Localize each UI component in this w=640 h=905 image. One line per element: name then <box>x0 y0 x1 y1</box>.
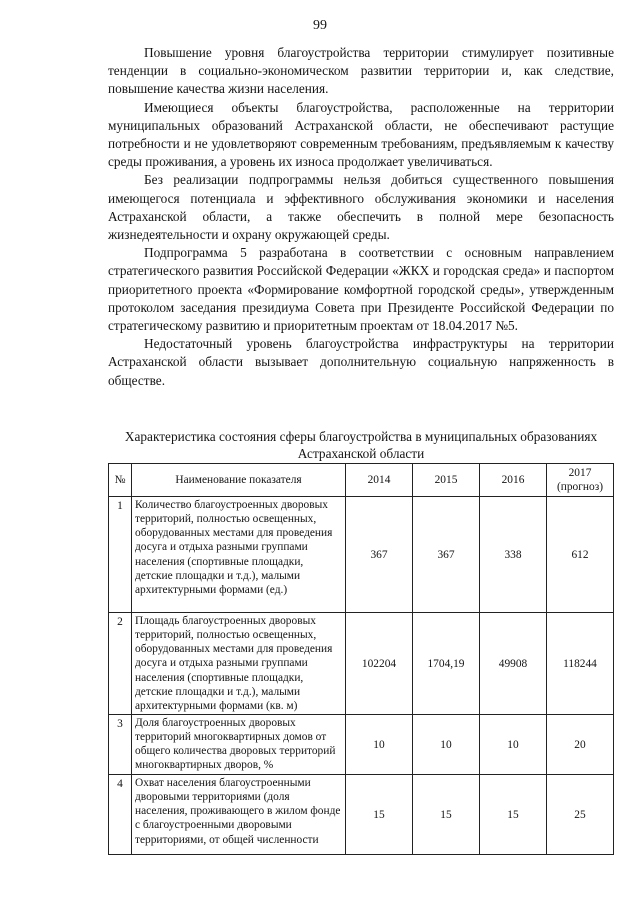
table-row <box>109 775 614 855</box>
header-2016: 2016 <box>480 464 547 497</box>
value-2017: 118244 <box>547 613 614 715</box>
indicator-name: Доля благоустроенных дворовых территорий многоквартирных домов от общего количества дворовых территорий многоквартирных дворов, % <box>132 715 346 775</box>
table-row <box>109 497 614 613</box>
value-2015: 15 <box>413 775 480 855</box>
paragraph: Недостаточный уровень благоустройства инфраструктуры на территории Астраханской области вызывает дополнительную социальную напряженность в обществе. <box>108 336 614 388</box>
indicator-name: Количество благоустроенных дворовых территорий, полностью освещенных, оборудованных местами для проведения досуга и отдыха разными группами населения (спортивные площадки, детские площадки и т.д.), малыми архитектурными формами (ед.) <box>132 497 346 613</box>
value-2016: 338 <box>480 497 547 613</box>
value-2017: 612 <box>547 497 614 613</box>
body-text <box>108 44 614 390</box>
page-number: 99 <box>313 18 327 33</box>
table-header-row <box>109 464 614 497</box>
value-2017: 25 <box>547 775 614 855</box>
value-2016: 10 <box>480 715 547 775</box>
header-2015: 2015 <box>413 464 480 497</box>
header-num: № <box>109 464 132 497</box>
value-2015: 367 <box>413 497 480 613</box>
value-2016: 15 <box>480 775 547 855</box>
row-number: 3 <box>109 715 132 775</box>
value-2016: 49908 <box>480 613 547 715</box>
paragraph: Повышение уровня благоустройства территории стимулирует позитивные тенденции в социально-экономическом развитии территории и, как следствие, повышение качества жизни населения. <box>108 45 614 97</box>
paragraph: Подпрограмма 5 разработана в соответствии с основным направлением стратегического развития Российской Федерации «ЖКХ и городская среда» и паспортом приоритетного проекта «Формирование комфортной городской среды», утвержденным протоколом заседания президиума Совета при Президенте Российской Федерации по стратегическому развитию и приоритетным проектам от 18.04.2017 №5. <box>108 245 614 334</box>
value-2014: 102204 <box>346 613 413 715</box>
paragraph: Имеющиеся объекты благоустройства, расположенные на территории муниципальных образований Астраханской области, не обеспечивают растущие потребности и не удовлетворяют современным требованиям, предъявляемым к качеству среды проживания, а уровень их износа продолжает увеличиваться. <box>108 99 614 170</box>
value-2015: 1704,19 <box>413 613 480 715</box>
indicator-name: Площадь благоустроенных дворовых территорий, полностью освещенных, оборудованных местами для проведения досуга и отдыха разными группами населения (спортивные площадки, детские площадки и т.д.), малыми архитектурными формами (кв. м) <box>132 613 346 715</box>
header-name: Наименование показателя <box>132 464 346 497</box>
header-2017: 2017 (прогноз) <box>547 464 614 497</box>
value-2014: 367 <box>346 497 413 613</box>
value-2015: 10 <box>413 715 480 775</box>
indicators-table <box>108 463 614 855</box>
row-number: 1 <box>109 497 132 613</box>
table-row <box>109 613 614 715</box>
paragraph: Без реализации подпрограммы нельзя добиться существенного повышения имеющегося потенциала и эффективного обслуживания экономики и населения Астраханской области, а также обеспечить в полной мере безопасность жизнедеятельности и охрану окружающей среды. <box>108 172 614 243</box>
value-2017: 20 <box>547 715 614 775</box>
value-2014: 10 <box>346 715 413 775</box>
indicator-name: Охват населения благоустроенными дворовыми территориями (доля населения, проживающего в жилом фонде с благоустроенными дворовыми территориями, от общей численности <box>132 775 346 855</box>
row-number: 2 <box>109 613 132 715</box>
table-caption: Характеристика состояния сферы благоустройства в муниципальных образованиях Астраханской области <box>124 429 598 461</box>
value-2014: 15 <box>346 775 413 855</box>
header-2014: 2014 <box>346 464 413 497</box>
table-row <box>109 715 614 775</box>
row-number: 4 <box>109 775 132 855</box>
